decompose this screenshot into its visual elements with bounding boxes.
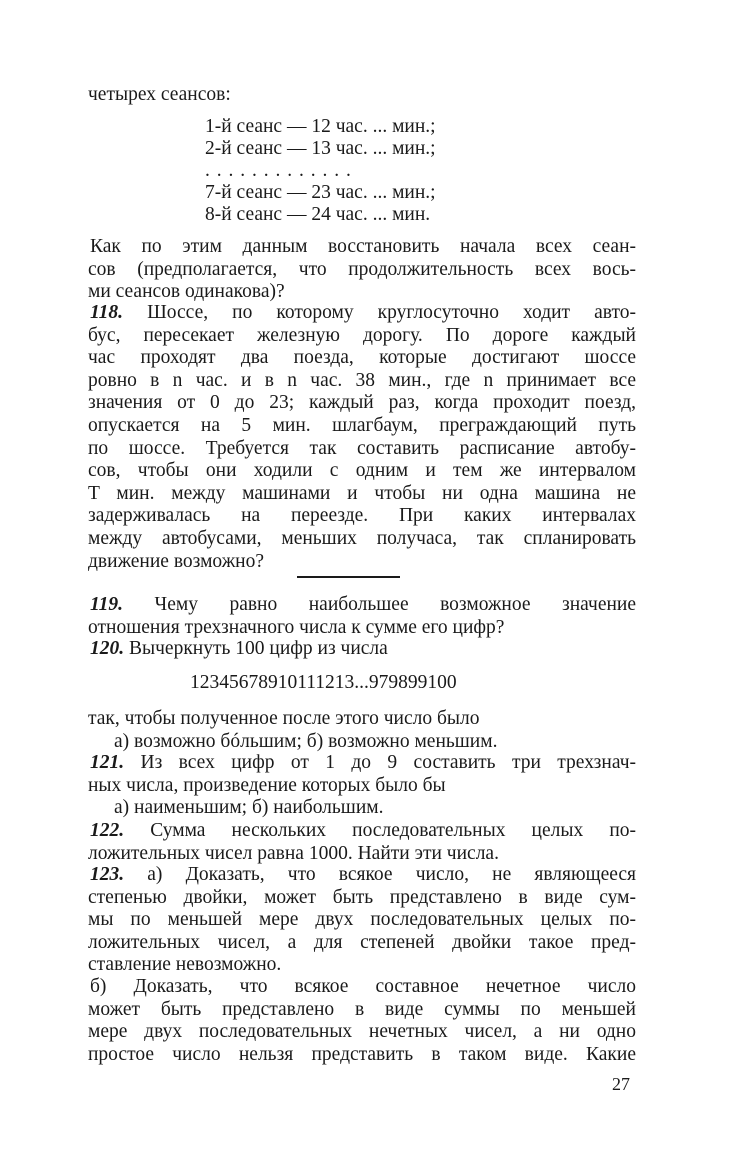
text-line: движение возможно? [88, 550, 265, 572]
text-line: ных числа, произведение которых было бы [88, 774, 446, 796]
text-line: а) Доказать, что всякое число, не являющееся [147, 864, 637, 885]
problem-119 [88, 594, 636, 639]
text-line: а) возможно бóльшим; б) возможно меньшим. [114, 730, 498, 752]
text-line: задерживалась на переезде. При каких интервалах [88, 505, 636, 527]
text-line: бус, пересекает железную дорогу. По дороге каждый [88, 324, 636, 346]
text-line: Из всех цифр от 1 до 9 составить три трехзнач- [140, 752, 636, 773]
problem-number: 118. [90, 302, 124, 323]
text-line: значения от 0 до 23; каждый раз, когда проходит поезд, [88, 392, 636, 414]
problem-122 [88, 820, 636, 865]
problem-number: 119. [90, 594, 124, 615]
problem-number: 122. [90, 820, 125, 841]
schedule-line-7: 7-й сеанс — 23 час. ... мин.; [205, 182, 436, 203]
problem-123 [88, 864, 636, 977]
text-line: ложительных чисел, а для степеней двойки такое пред- [88, 931, 636, 953]
text-line: может быть представлено в виде суммы по меньшей [88, 998, 636, 1020]
text-line: T мин. между машинами и чтобы ни одна машина не [88, 482, 636, 504]
schedule-line-1: 1-й сеанс — 12 час. ... мин.; [205, 116, 436, 137]
problem-120-cont [88, 708, 636, 753]
problem-number: 120. [90, 638, 125, 659]
section-divider [297, 576, 400, 578]
question-paragraph [88, 236, 636, 304]
problem-123-b [88, 976, 636, 1066]
schedule-line-2: 2-й сеанс — 13 час. ... мин.; [205, 138, 436, 159]
problem-121 [88, 752, 636, 820]
text-line: Шоссе, по которому круглосуточно ходит авто- [147, 302, 636, 323]
text-line: по шоссе. Требуется так составить расписание автобу- [88, 437, 636, 459]
page-number: 27 [612, 1074, 630, 1094]
text-line: час проходят два поезда, которые достигают шоссе [88, 347, 636, 369]
problem-number: 123. [90, 864, 125, 885]
text-line: сов, чтобы они ходили с одним и тем же интервалом [88, 460, 636, 482]
text-line: так, чтобы полученное после этого число было [88, 708, 480, 729]
problem-120 [88, 638, 636, 661]
schedule-ellipsis: . . . . . . . . . . . . . [205, 160, 352, 181]
text-line: мы по меньшей мере двух последовательных целых по- [88, 909, 636, 931]
text-line: сов (предполагается, что продолжительность всех вось- [88, 258, 636, 280]
text-line: простое число нельзя представить в таком виде. Какие [88, 1043, 636, 1065]
text-line: опускается на 5 мин. шлагбаум, преграждающий путь [88, 414, 636, 436]
text-line: ровно в n час. и в n час. 38 мин., где n принимает все [88, 369, 636, 391]
text-line: степенью двойки, может быть представлено в виде сум- [88, 886, 636, 908]
text-line: Как по этим данным восстановить начала всех сеан- [90, 236, 636, 257]
text-line: мере двух последовательных нечетных чисел, а ни одно [88, 1021, 636, 1043]
text-line: ставление невозможно. [88, 954, 282, 976]
problem-number: 121. [90, 752, 125, 773]
text-line: Сумма нескольких последовательных целых по- [150, 820, 637, 841]
text-line: Вычеркнуть 100 цифр из числа [129, 638, 388, 659]
text-line: б) Доказать, что всякое составное нечетное число [90, 976, 636, 997]
text-line: ложительных чисел равна 1000. Найти эти числа. [88, 842, 499, 864]
text-line: отношения трехзначного числа к сумме его цифр? [88, 616, 505, 638]
text-line: а) наименьшим; б) наибольшим. [114, 797, 384, 819]
text-line: ми сеансов одинакова)? [88, 281, 285, 303]
intro-line: четырех сеансов: [88, 84, 231, 105]
text-line: Чему равно наибольшее возможное значение [154, 594, 636, 615]
problem-118 [88, 302, 636, 573]
schedule-line-8: 8-й сеанс — 24 час. ... мин. [205, 204, 431, 225]
text-line: между автобусами, меньших получаса, так спланировать [88, 527, 636, 549]
long-number: 12345678910111213...979899100 [190, 672, 457, 693]
